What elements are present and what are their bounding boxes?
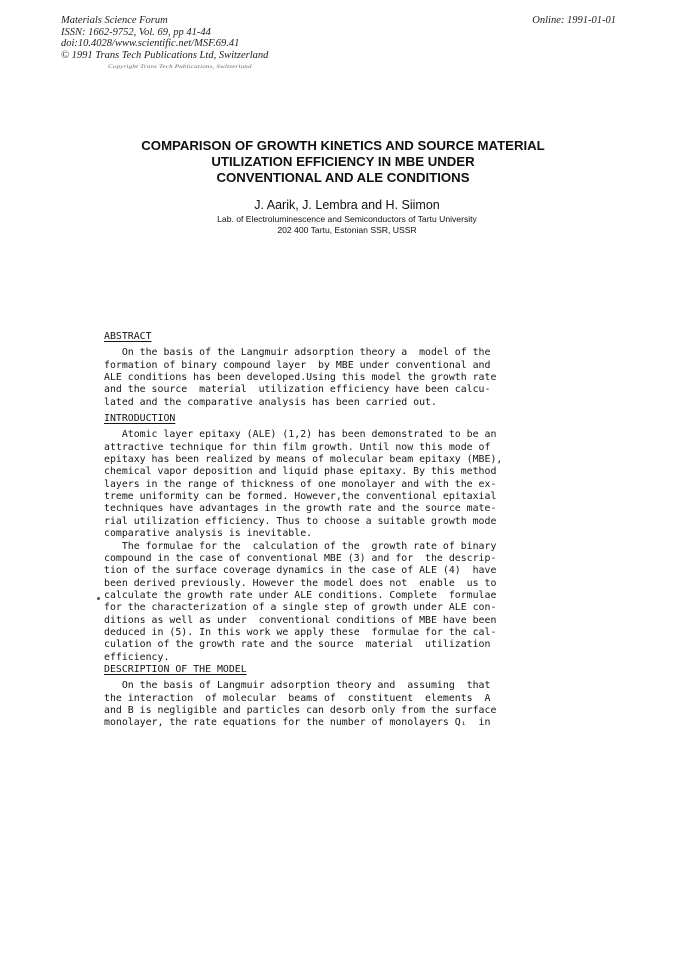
introduction-line: compound in the case of conventional MBE (3) and for the descrip- — [104, 552, 497, 564]
publication-metadata — [61, 15, 268, 61]
model-line: and B is negligible and particles can desorb only from the surface — [104, 704, 497, 716]
introduction-heading: INTRODUCTION — [104, 413, 176, 425]
introduction-line: calculate the growth rate under ALE conditions. Complete formulae — [104, 589, 497, 601]
paper-body — [104, 331, 554, 730]
introduction-line: layers in the range of thickness of one monolayer and with the ex- — [104, 478, 497, 490]
model-line: On the basis of Langmuir adsorption theory and assuming that — [104, 680, 491, 692]
introduction-line: treme uniformity can be formed. However,the conventional epitaxial — [104, 491, 497, 503]
introduction-line: ditions as well as under conventional conditions of MBE have been — [104, 614, 497, 626]
introduction-line: Atomic layer epitaxy (ALE) (1,2) has been demonstrated to be an — [104, 429, 497, 441]
introduction-line: attractive technique for thin film growth. Until now this mode of — [104, 441, 491, 453]
affiliation — [0, 214, 678, 235]
introduction-line: for the characterization of a single step of growth under ALE con- — [104, 602, 497, 614]
introduction-line: rial utilization efficiency. Thus to choose a suitable growth mode — [104, 515, 497, 527]
model-heading: DESCRIPTION OF THE MODEL — [104, 663, 247, 675]
paper-title — [0, 138, 678, 186]
author-list: J. Aarik, J. Lembra and H. Siimon — [254, 198, 440, 212]
journal-name: Materials Science Forum — [61, 15, 168, 26]
title-line-1: COMPARISON OF GROWTH KINETICS AND SOURCE MATERIAL — [141, 138, 545, 153]
online-date: Online: 1991-01-01 — [532, 15, 616, 26]
model-line: monolayer, the rate equations for the number of monolayers Qᵢ in — [104, 717, 491, 729]
faint-copyright-stamp: Copyright Trans Tech Publications, Switzerland — [108, 64, 252, 70]
introduction-line: The formulae for the calculation of the growth rate of binary — [104, 540, 497, 552]
abstract-line: ALE conditions has been developed.Using this model the growth rate — [104, 372, 497, 384]
introduction-line: deduced in (5). In this work we apply these formulae for the cal- — [104, 626, 497, 638]
title-line-3: CONVENTIONAL AND ALE CONDITIONS — [216, 170, 470, 185]
issn-line: ISSN: 1662-9752, Vol. 69, pp 41-44 — [61, 26, 211, 38]
introduction-line: chemical vapor deposition and liquid phase epitaxy. By this method — [104, 466, 497, 478]
abstract-line: lated and the comparative analysis has been carried out. — [104, 396, 437, 408]
scan-speck — [97, 597, 100, 600]
introduction-line: tion of the surface coverage dynamics in the case of ALE (4) have — [104, 565, 497, 577]
model-line: the interaction of molecular beams of constituent elements A — [104, 692, 491, 704]
abstract-heading: ABSTRACT — [104, 331, 152, 342]
copyright-line: © 1991 Trans Tech Publications Ltd, Switzerland — [61, 49, 269, 61]
introduction-line: epitaxy has been realized by means of molecular beam epitaxy (MBE), — [104, 454, 503, 466]
introduction-line: techniques have advantages in the growth rate and the source mate- — [104, 503, 497, 515]
abstract-line: On the basis of the Langmuir adsorption theory a model of the — [104, 347, 491, 359]
introduction-line: been derived previously. However the model does not enable us to — [104, 577, 497, 589]
abstract-line: and the source material utilization efficiency have been calcu- — [104, 384, 491, 396]
abstract-line: formation of binary compound layer by MBE under conventional and — [104, 359, 491, 371]
title-line-2: UTILIZATION EFFICIENCY IN MBE UNDER — [211, 154, 475, 169]
affiliation-line-1: Lab. of Electroluminescence and Semiconductors of Tartu University — [217, 214, 477, 224]
affiliation-line-2: 202 400 Tartu, Estonian SSR, USSR — [277, 224, 417, 235]
introduction-line: culation of the growth rate and the source material utilization — [104, 639, 491, 651]
introduction-line: efficiency. — [104, 651, 170, 663]
introduction-line: comparative analysis is inevitable. — [104, 528, 313, 540]
doi-link[interactable]: doi:10.4028/www.scientific.net/MSF.69.41 — [61, 38, 240, 50]
